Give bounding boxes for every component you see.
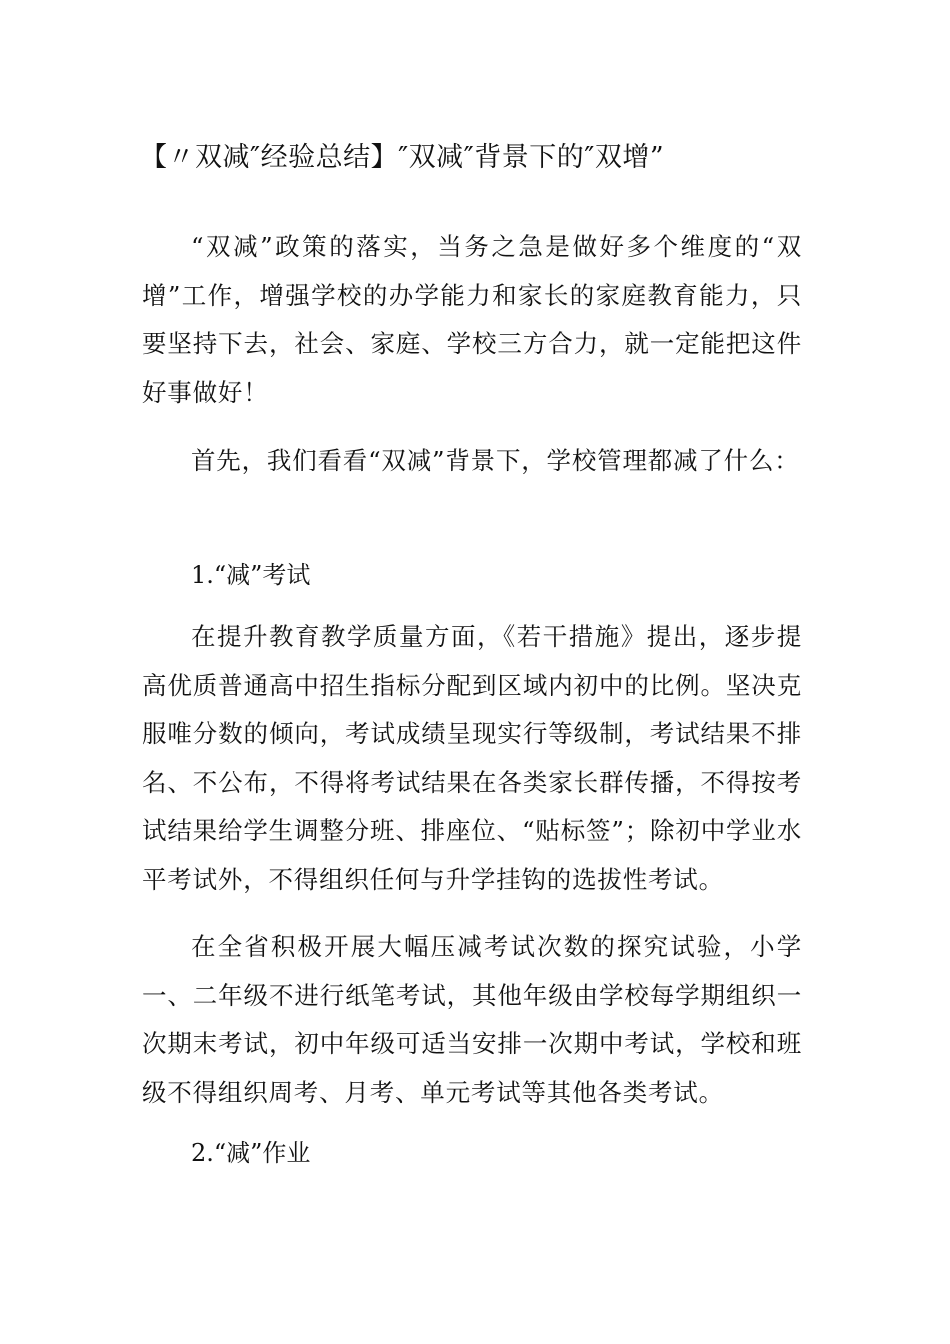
paragraph-first: 首先，我们看看“双减”背景下，学校管理都减了什么：	[191, 446, 800, 475]
paragraph-intro: “双减”政策的落实，当务之急是做好多个维度的“双增”工作，增强学校的办学能力和家长的家庭教育能力，只要坚持下去，社会、家庭、学校三方合力，就一定能把这件好事做好！	[142, 232, 802, 407]
paragraph-exam-measures: 在提升教育教学质量方面，《若干措施》提出，逐步提高优质普通高中招生指标分配到区域内初中的比例。坚决克服唯分数的倾向，考试成绩呈现实行等级制，考试结果不排名、不公布，不得将考试结果在各类家长群传播，不得按考试结果给学生调整分班、排座位、“贴标签”；除初中学业水平考试外，不得组织任何与升学挂钩的选拔性考试。	[142, 622, 802, 894]
document-title: 【〃双减″经验总结】″双减″背景下的″双增”	[140, 142, 665, 173]
section-heading-homework: 2.“减”作业	[191, 1139, 311, 1167]
section-heading-exams: 1.“减”考试	[191, 561, 311, 589]
paragraph-exam-pilot: 在全省积极开展大幅压减考试次数的探究试验，小学一、二年级不进行纸笔考试，其他年级由学校每学期组织一次期末考试，初中年级可适当安排一次期中考试，学校和班级不得组织周考、月考、单元考试等其他各类考试。	[142, 932, 802, 1107]
